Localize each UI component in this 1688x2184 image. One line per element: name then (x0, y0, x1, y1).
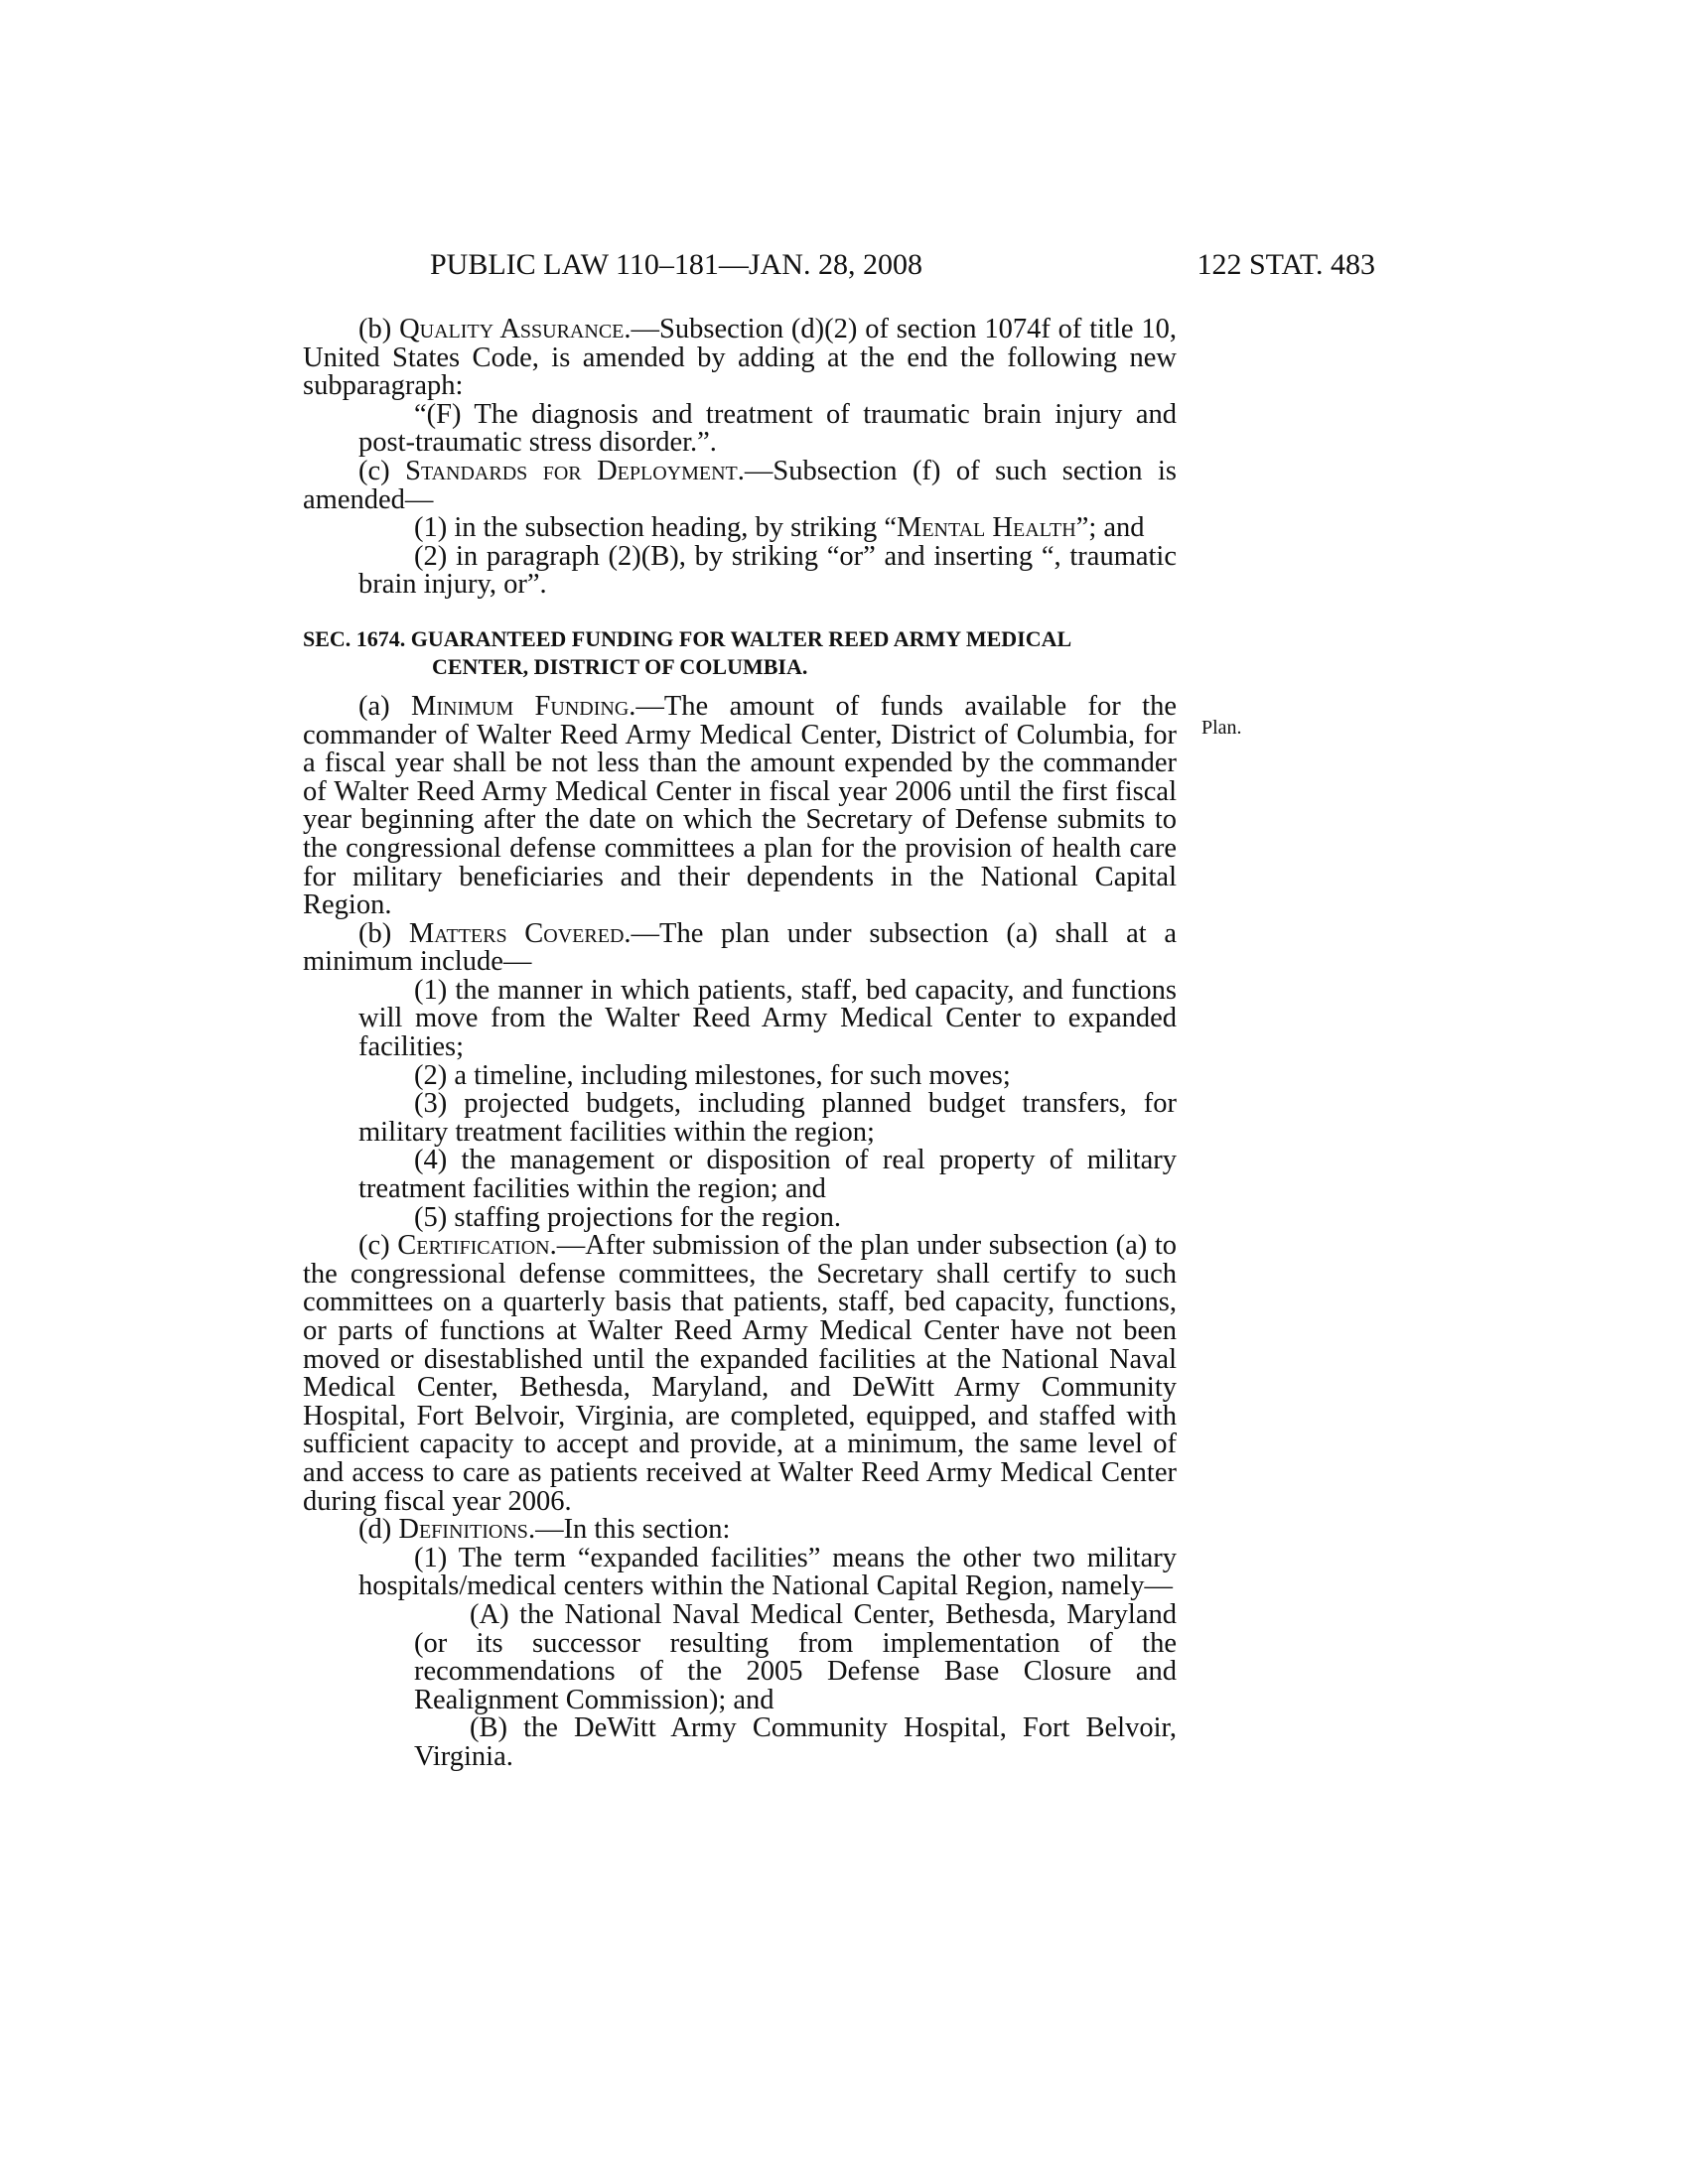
subsection-heading: Quality Assurance (399, 314, 625, 344)
subsection-heading: Standards for Deployment (405, 455, 738, 486)
paragraph-b4: (4) the management or disposition of real property of military treatment facilities within the region; and (358, 1145, 1177, 1205)
section-heading: SEC. 1674. GUARANTEED FUNDING FOR WALTER REED ARMY MEDICAL CENTER, DISTRICT OF COLUMBIA. (303, 625, 1072, 679)
paragraph-b1: (1) the manner in which patients, staff, bed capacity, and functions will move from the Walter Reed Army Medical Center to expanded facilities; (358, 974, 1177, 1063)
subsection-a-minimum-funding: (a) Minimum Funding.—The amount of funds available for the commander of Walter Reed Army Medical Center, District of Columbia, for a fiscal year shall be not less than the amount expended by the commander of Walter Reed Army Medical Center in fiscal year 2006 until the first fiscal year beginning after the date on which the Secretary of Defense submits to the congressional defense committees a plan for the provision of health care for military beneficiaries and their dependents in the National Capital Region. (303, 690, 1177, 921)
subparagraph-dB: (B) the DeWitt Army Community Hospital, Fort Belvoir, Virginia. (414, 1712, 1177, 1772)
law-title: PUBLIC LAW 110–181—JAN. 28, 2008 (430, 248, 922, 281)
subsection-c-standards: (c) Standards for Deployment.—Subsection (f) of such section is amended— (303, 455, 1177, 515)
subparagraph-f: “(F) The diagnosis and treatment of traumatic brain injury and post-traumatic stress disorder.”. (358, 398, 1177, 459)
subsection-b-matters-covered: (b) Matters Covered.—The plan under subsection (a) shall at a minimum include— (303, 917, 1178, 978)
subsection-b-quality-assurance: (b) Quality Assurance.—Subsection (d)(2) of section 1074f of title 10, United States Code, is amended by adding at the end the following new subparagraph: (303, 314, 1177, 402)
subsection-c-certification: (c) Certification.—After submission of the plan under subsection (a) to the congressional defense committees, the Secretary shall certify to such committees on a quarterly basis that patients, staff, bed capacity, functions, or parts of functions at Walter Reed Army Medical Center have not been moved or disestablished until the expanded facilities at the National Naval Medical Center, Bethesda, Maryland, and DeWitt Army Community Hospital, Fort Belvoir, Virginia, are completed, equipped, and staffed with sufficient capacity to accept and provide, at a minimum, the same level of and access to care as patients received at Walter Reed Army Medical Center during fiscal year 2006. (303, 1230, 1177, 1517)
page-header (303, 248, 1375, 288)
paragraph-d1: (1) The term “expanded facilities” means the other two military hospitals/medical centers within the National Capital Region, namely— (358, 1542, 1177, 1602)
paragraph-b3: (3) projected budgets, including planned budget transfers, for military treatment facilities within the region; (358, 1088, 1177, 1148)
margin-note: Plan. (1201, 717, 1242, 739)
paragraph-b2: (2) a timeline, including milestones, for such moves; (414, 1059, 1011, 1091)
subsection-heading: Definitions (398, 1514, 528, 1546)
paragraph-c2: (2) in paragraph (2)(B), by striking “or” and inserting “, traumatic brain injury, or”. (358, 540, 1177, 601)
subparagraph-dA: (A) the National Naval Medical Center, Bethesda, Maryland (or its successor resulting from implementation of the recommendations of the 2005 Defense Base Closure and Realignment Commission); and (414, 1598, 1177, 1715)
document-body (303, 316, 1177, 1772)
paragraph-c1: (1) in the subsection heading, by striking “Mental Health”; and (414, 512, 1145, 544)
paragraph-b5: (5) staffing projections for the region. (414, 1201, 842, 1233)
subsection-heading: Minimum Funding (411, 690, 630, 722)
subsection-d-definitions: (d) Definitions.—In this section: (358, 1514, 731, 1546)
subsection-heading: Certification (397, 1230, 550, 1262)
stat-page-number: 122 STAT. 483 (1196, 248, 1375, 281)
subsection-heading: Matters Covered (408, 917, 625, 949)
